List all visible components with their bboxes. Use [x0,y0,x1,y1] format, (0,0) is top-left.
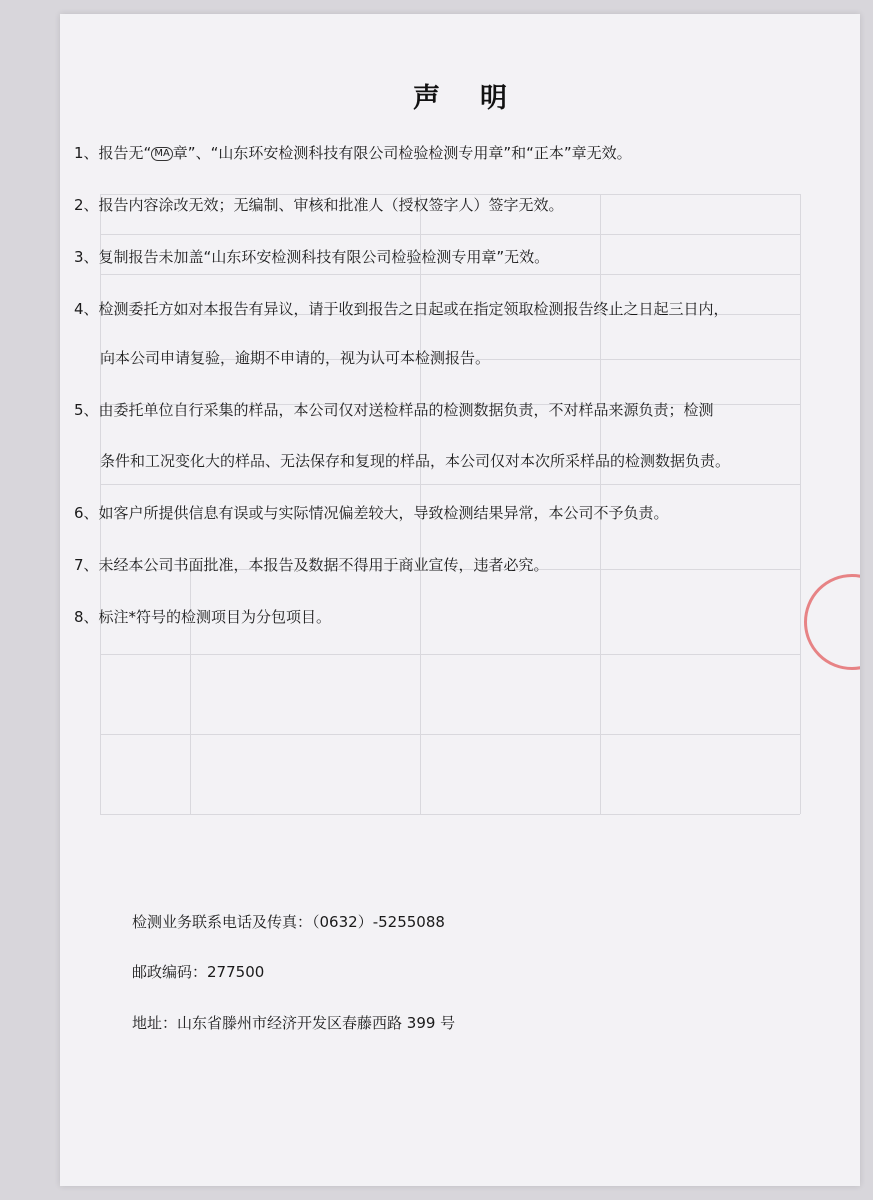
statement-item-2: 2、报告内容涂改无效；无编制、审核和批准人（授权签字人）签字无效。 [74,196,564,214]
statement-item-4-continued: 向本公司申请复验，逾期不申请的，视为认可本检测报告。 [100,349,491,367]
show-through-table [60,14,860,1186]
statement-item-1: 1、报告无“ MA 章”、“山东环安检测科技有限公司检验检测专用章”和“正本”章无效。 [74,144,632,162]
statement-item-4: 4、检测委托方如对本报告有异议，请于收到报告之日起或在指定领取检测报告终止之日起三日内， [74,300,729,318]
contact-phone: 检测业务联系电话及传真：（0632）-5255088 [132,913,445,931]
contact-postal-code: 邮政编码：277500 [132,963,265,981]
contact-address: 地址：山东省滕州市经济开发区春藤西路 399 号 [132,1014,456,1032]
statement-item-5-continued: 条件和工况变化大的样品、无法保存和复现的样品，本公司仅对本次所采样品的检测数据负责。 [100,452,731,470]
cma-mark-icon: MA [151,147,172,161]
document-page [60,14,860,1186]
statement-item-5: 5、由委托单位自行采集的样品，本公司仅对送检样品的检测数据负责，不对样品来源负责；检测 [74,401,714,419]
statement-item-3: 3、复制报告未加盖“山东环安检测科技有限公司检验检测专用章”无效。 [74,248,550,266]
statement-item-6: 6、如客户所提供信息有误或与实际情况偏差较大，导致检测结果异常，本公司不予负责。 [74,504,669,522]
statement-item-8: 8、标注*符号的检测项目为分包项目。 [74,608,332,626]
statement-item-7: 7、未经本公司书面批准，本报告及数据不得用于商业宣传，违者必究。 [74,556,549,574]
page-title: 声明 [413,83,547,114]
